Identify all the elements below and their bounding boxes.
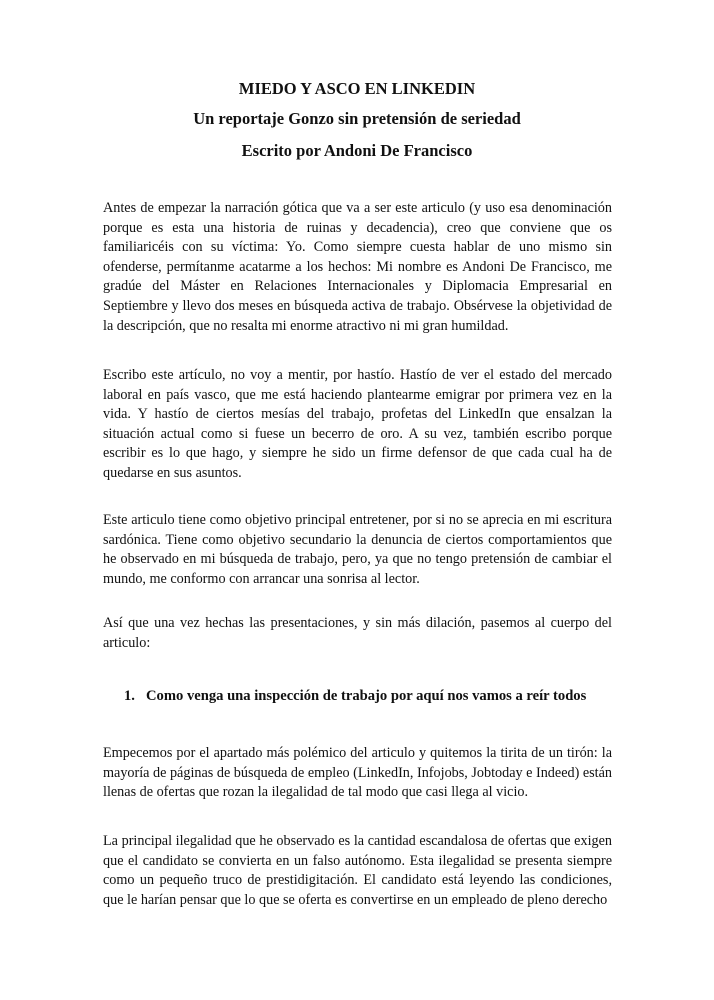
paragraph-section-1-a: Empecemos por el apartado más polémico del articulo y quitemos la tirita de un tirón: la mayoría de páginas de búsqueda de empleo (LinkedIn, Infojobs, Jobtoday e Indeed) están llenas de ofertas que rozan la ilegalidad de tal modo que casi llega al vicio. [103, 745, 613, 801]
paragraph-objective: Este articulo tiene como objetivo principal entretener, por si no se aprecia en mi escritura sardónica. Tiene como objetivo secundario la denuncia de ciertos comportamientos que he observado en mi búsqueda de trabajo, pero, ya que no tengo pretensión de cambiar el mundo, me conformo con arrancar una sonrisa al lector. [103, 512, 612, 587]
document-title: MIEDO Y ASCO EN LINKEDIN [238, 79, 476, 98]
section-number: 1. [124, 688, 135, 704]
paragraph-intro: Antes de empezar la narración gótica que va a ser este articulo (y uso esa denominación porque es esta una historia de ruinas y decadencia), creo que conviene que os familiaricéis con su víctima: Yo. Como siempre cuesta hablar de uno mismo sin ofenderse, permítanme acatarme a los hechos: Mi nombre es Andoni De Francisco, me gradúe del Máster en Relaciones Internacionales y Diplomacia Empresarial en Septiembre y llevo dos meses en búsqueda activa de trabajo. Obsérvese la objetividad de la descripción, que no resalta mi enorme atractivo ni mi gran humildad. [103, 200, 612, 334]
paragraph-motivation: Escribo este artículo, no voy a mentir, por hastío. Hastío de ver el estado del mercado laboral en país vasco, que me está haciendo plantearme emigrar por primera vez en la vida. Y hastío de ciertos mesías del trabajo, profetas del LinkedIn que ensalzan la situación actual como si fuese un becerro de oro. A su vez, también escribo porque escribir es lo que hago, y siempre he sido un firme defensor de que cada cual ha de quedarse en sus asuntos. [103, 367, 612, 481]
section-heading-text: Como venga una inspección de trabajo por aquí nos vamos a reír todos [146, 688, 587, 704]
document-subtitle: Un reportaje Gonzo sin pretensión de seriedad [193, 109, 521, 128]
paragraph-section-1-b: La principal ilegalidad que he observado es la cantidad escandalosa de ofertas que exigen que el candidato se convierta en un falso autónomo. Esta ilegalidad se presenta siempre como un pequeño truco de prestidigitación. El candidato está leyendo las condiciones, que le harían pensar que lo que se oferta es convertirse en un empleado de pleno derecho [103, 833, 612, 908]
document-byline: Escrito por Andoni De Francisco [241, 141, 473, 160]
paragraph-transition: Así que una vez hechas las presentaciones, y sin más dilación, pasemos al cuerpo del articulo: [103, 615, 612, 651]
section-1-heading [124, 686, 624, 706]
